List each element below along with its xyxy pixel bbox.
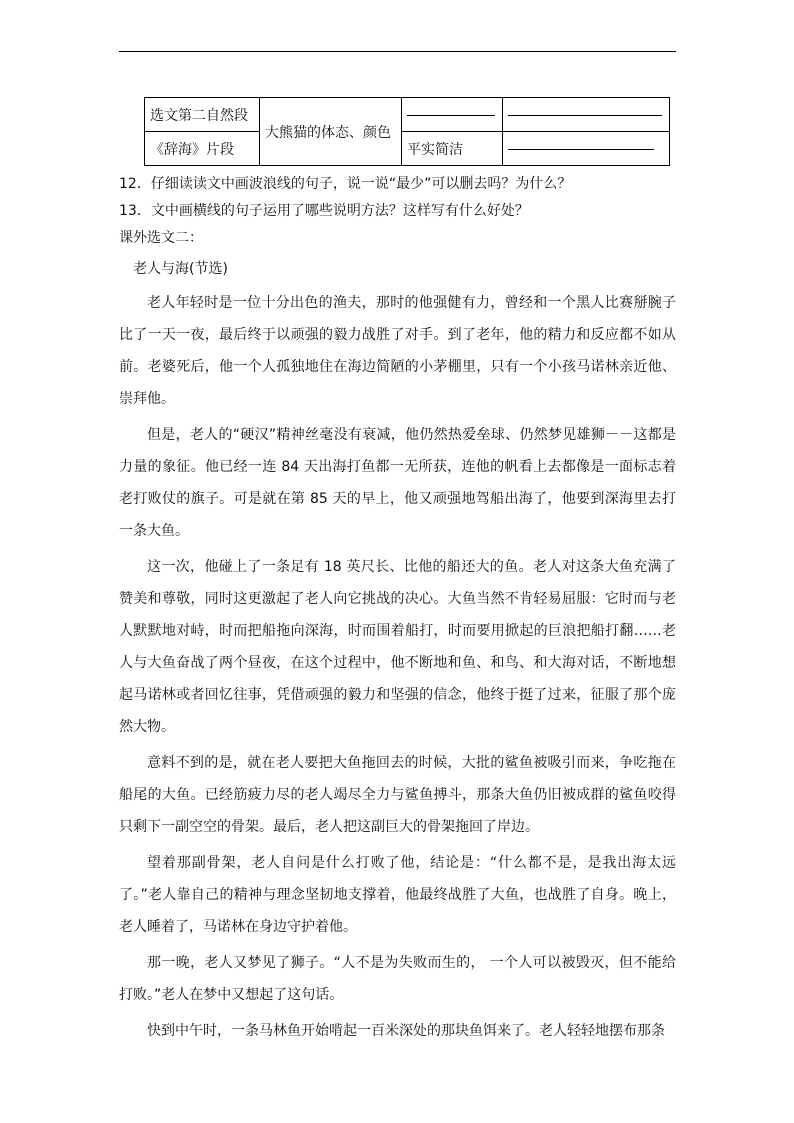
paragraph: 但是，老人的“硬汉”精神丝毫没有衰减，他仍然热爱垒球、仍然梦见雄狮－－这都是力量的象征。他已经一连 84 天出海打鱼都一无所获，连他的帆看上去都像是一面标志着老打败仗的旗子。可是就在第 85 天的早上，他又顽强地驾船出海了，他要到深海里去打一条大鱼。: [119, 427, 676, 539]
paragraph: 望着那副骨架，老人自问是什么打败了他，结论是：“什么都不是，是我出海太远了。”老人靠自己的精神与理念坚韧地支撑着，他最终战胜了大鱼，也战胜了自身。晚上，老人睡着了，马诺林在身边守护着他。: [119, 855, 676, 935]
paragraph: 那一晚，老人又梦见了狮子。“人不是为失败而生的， 一个人可以被毁灭，但不能给打败。”老人在梦中又想起了这句话。: [119, 955, 676, 1003]
table-cell-blank-reason-1[interactable]: [503, 98, 670, 132]
answer-blank[interactable]: [508, 114, 662, 116]
answer-blank[interactable]: [508, 148, 654, 150]
paragraph: 这一次，他碰上了一条足有 18 英尺长、比他的船还大的鱼。老人对这条大鱼充满了赞美和尊敬，同时这更激起了老人向它挑战的决心。大鱼当然不肯轻易屈服：它时而与老人默默地对峙，时而把船拖向深海，时而围着船打，时而要用掀起的巨浪把船打翻……老人与大鱼奋战了两个昼夜，在这个过程中，他不断地和鱼、和鸟、和大海对话，不断地想起马诺林或者回忆往事，凭借顽强的毅力和坚强的信念，他终于挺了过来，征服了那个庞然大物。: [119, 559, 676, 735]
paragraph: 快到中午时，一条马林鱼开始啃起一百米深处的那块鱼饵来了。老人轻轻地摆布那条: [147, 1023, 665, 1039]
answer-blank[interactable]: [407, 114, 495, 116]
table-cell-blank-style[interactable]: [402, 98, 503, 132]
comparison-table: [144, 97, 670, 166]
question-12: 12．仔细读读文中画波浪线的句子，说一说“最少”可以删去吗？为什么？: [119, 176, 572, 192]
table-cell-source-1: 选文第二自然段: [145, 98, 260, 132]
paragraph: 老人年轻时是一位十分出色的渔夫，那时的他强健有力，曾经和一个黑人比赛掰腕子比了一天一夜，最后终于以顽强的毅力战胜了对手。到了老年，他的精力和反应都不如从前。老婆死后，他一个人孤独地住在海边简陋的小茅棚里，只有一个小孩马诺林亲近他、崇拜他。: [119, 295, 676, 407]
table-row: [145, 98, 670, 132]
table-cell-source-2: 《辞海》片段: [145, 132, 260, 166]
paragraph: 意料不到的是，就在老人要把大鱼拖回去的时候，大批的鲨鱼被吸引而来，争吃拖在船尾的大鱼。已经筋疲力尽的老人竭尽全力与鲨鱼搏斗，那条大鱼仍旧被成群的鲨鱼咬得只剩下一副空空的骨架。最后，老人把这副巨大的骨架拖回了岸边。: [119, 755, 676, 835]
section-label: 课外选文二：: [119, 230, 203, 246]
table-cell-style: 平实简洁: [402, 132, 503, 166]
document-body: [119, 171, 676, 1047]
header-rule: [119, 51, 676, 52]
article-title: 老人与海(节选): [133, 261, 228, 277]
table-cell-blank-reason-2[interactable]: [503, 132, 670, 166]
table-row: [145, 132, 670, 166]
question-13: 13．文中画横线的句子运用了哪些说明方法？这样写有什么好处？: [119, 203, 529, 219]
table-cell-content: 大熊猫的体态、颜色: [260, 98, 402, 166]
